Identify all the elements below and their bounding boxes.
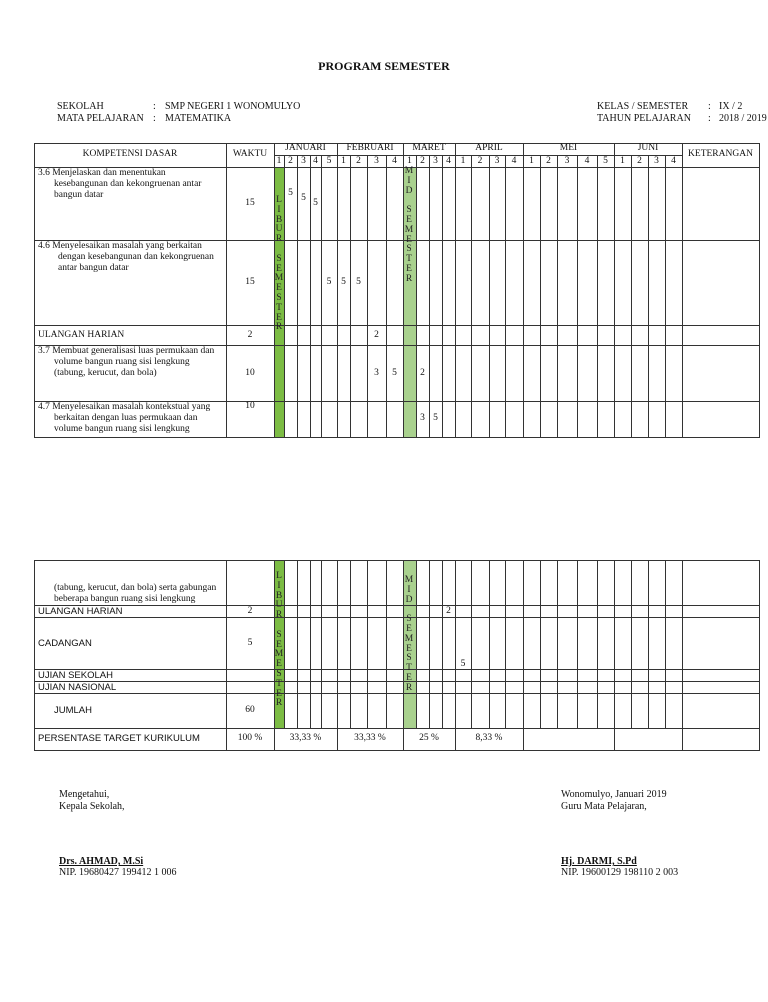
table-border-right bbox=[759, 560, 760, 751]
page-title: PROGRAM SEMESTER bbox=[318, 59, 450, 73]
kd-text: 4.7 Menyelesaikan masalah kontekstual yang bbox=[38, 402, 211, 412]
week-value: 5 bbox=[460, 659, 466, 669]
kd-text: ULANGAN HARIAN bbox=[38, 330, 125, 340]
week-line bbox=[455, 155, 456, 437]
week-number: 4 bbox=[446, 156, 451, 166]
week-number: 3 bbox=[433, 156, 438, 166]
percent-col-line bbox=[614, 728, 615, 750]
kd-text: beberapa bangun ruang sisi lengkung bbox=[54, 594, 196, 604]
week-number: 3 bbox=[301, 156, 306, 166]
week-line bbox=[429, 155, 430, 437]
week-line bbox=[682, 560, 683, 728]
week-line bbox=[577, 155, 578, 437]
table-border-right bbox=[759, 143, 760, 438]
month-header: FEBRUARI bbox=[346, 143, 394, 153]
week-number: 1 bbox=[407, 156, 412, 166]
kd-text: (tabung, kerucut, dan bola) bbox=[54, 368, 157, 378]
colon: : bbox=[708, 113, 711, 124]
week-line bbox=[523, 155, 524, 437]
row-line bbox=[34, 325, 759, 326]
kd-header: KOMPETENSI DASAR bbox=[82, 149, 178, 159]
row-line bbox=[34, 728, 759, 729]
week-value: 5 bbox=[288, 188, 293, 198]
kepala-nip: NIP. 19680427 199412 1 006 bbox=[59, 867, 177, 878]
week-line bbox=[631, 155, 632, 437]
week-line bbox=[310, 560, 311, 728]
sekolah-value: SMP NEGERI 1 WONOMULYO bbox=[165, 101, 301, 112]
waktu-value: 5 bbox=[247, 638, 253, 648]
week-number: 3 bbox=[654, 156, 659, 166]
week-number: 5 bbox=[603, 156, 608, 166]
week-number: 3 bbox=[564, 156, 570, 166]
week-value: 5 bbox=[392, 368, 397, 378]
week-line bbox=[577, 560, 578, 728]
month-header: MARET bbox=[412, 143, 446, 153]
week-line bbox=[416, 560, 417, 728]
month-header: MEI bbox=[559, 143, 578, 153]
week-line bbox=[682, 155, 683, 437]
ulangan-label: ULANGAN HARIAN bbox=[38, 606, 123, 617]
kepala-sekolah: Kepala Sekolah, bbox=[59, 801, 125, 812]
week-number: 4 bbox=[584, 156, 590, 166]
persen-total: 100 % bbox=[237, 733, 263, 743]
week-value: 5 bbox=[301, 193, 306, 203]
guru-nip: NIP. 19600129 198110 2 003 bbox=[561, 867, 679, 878]
week-line bbox=[540, 560, 541, 728]
week-line bbox=[523, 560, 524, 728]
jumlah-label: JUMLAH bbox=[54, 705, 93, 716]
week-line bbox=[614, 155, 615, 437]
kepala-name: Drs. AHMAD, M.Si bbox=[59, 856, 144, 867]
week-line bbox=[648, 560, 649, 728]
kd-text: berkaitan dengan luas permukaan dan bbox=[54, 413, 198, 423]
mid-semester-label: M I D S E M E S T E R bbox=[404, 575, 414, 693]
kd-text: 4.6 Menyelesaikan masalah yang berkaitan bbox=[38, 241, 202, 251]
week-number: 1 bbox=[276, 156, 282, 166]
week-line bbox=[321, 155, 322, 437]
table-border-bottom bbox=[34, 750, 759, 751]
kelas-value: IX / 2 bbox=[719, 101, 743, 112]
month-header: JANUARI bbox=[285, 143, 326, 153]
week-value: 5 bbox=[313, 198, 318, 208]
week-number: 1 bbox=[341, 156, 346, 166]
kd-text: dengan kesebangunan dan kekongruenan bbox=[58, 252, 214, 262]
row-line bbox=[34, 617, 759, 618]
week-line bbox=[557, 155, 558, 437]
table-border-left bbox=[34, 143, 35, 437]
week-line bbox=[297, 560, 298, 728]
colon: : bbox=[153, 113, 156, 124]
week-line bbox=[489, 155, 490, 437]
table-border-top bbox=[34, 560, 759, 561]
week-line bbox=[505, 560, 506, 728]
week-number: 4 bbox=[392, 156, 397, 166]
persentase-label: PERSENTASE TARGET KURIKULUM bbox=[38, 733, 200, 744]
persen-februari: 33,33 % bbox=[354, 733, 386, 743]
kd-text: kesebangunan dan kekongruenan antar bbox=[54, 179, 202, 189]
week-number: 3 bbox=[494, 156, 500, 166]
week-line bbox=[489, 560, 490, 728]
week-line bbox=[350, 155, 351, 437]
week-line bbox=[442, 560, 443, 728]
week-number: 1 bbox=[529, 156, 534, 166]
week-value: 5 bbox=[341, 277, 346, 287]
week-number: 4 bbox=[511, 156, 517, 166]
waktu-value: 15 bbox=[245, 277, 255, 287]
week-number: 2 bbox=[420, 156, 425, 166]
mapel-label: MATA PELAJARAN bbox=[57, 113, 144, 124]
place-date: Wonomulyo, Januari 2019 bbox=[561, 789, 667, 800]
row-line bbox=[34, 669, 759, 670]
cadangan-label: CADANGAN bbox=[38, 638, 92, 649]
waktu-value: 15 bbox=[245, 198, 255, 208]
month-header: JUNI bbox=[637, 143, 659, 153]
week-number: 4 bbox=[313, 156, 318, 166]
week-line bbox=[471, 560, 472, 728]
table-border-left bbox=[34, 560, 35, 750]
persen-januari: 33,33 % bbox=[289, 733, 322, 743]
waktu-value: 10 bbox=[245, 368, 255, 378]
colon: : bbox=[153, 101, 156, 112]
kd-text: bangun datar bbox=[54, 190, 104, 200]
week-value: 3 bbox=[374, 368, 379, 378]
colon: : bbox=[708, 101, 711, 112]
table-border-bottom bbox=[34, 437, 759, 438]
persen-maret: 25 % bbox=[419, 733, 439, 743]
week-line bbox=[386, 155, 387, 437]
libur-semester-label: L I B U R S E M E S T E R bbox=[274, 571, 284, 709]
week-value: 2 bbox=[420, 368, 425, 378]
tahun-label: TAHUN PELAJARAN bbox=[597, 113, 691, 124]
sekolah-label: SEKOLAH bbox=[57, 101, 104, 112]
week-value: 5 bbox=[433, 413, 438, 423]
week-line bbox=[455, 560, 456, 728]
row-line bbox=[34, 681, 759, 682]
week-line bbox=[284, 560, 285, 728]
week-number: 2 bbox=[546, 156, 551, 166]
week-line bbox=[665, 560, 666, 728]
week-value: 2 bbox=[446, 606, 451, 616]
week-number: 3 bbox=[374, 156, 379, 166]
week-number: 5 bbox=[326, 156, 332, 166]
week-line bbox=[597, 560, 598, 728]
week-number: 2 bbox=[288, 156, 293, 166]
kd-text: 3.6 Menjelaskan dan menentukan bbox=[38, 168, 166, 178]
col-line bbox=[226, 143, 227, 437]
waktu-header: WAKTU bbox=[232, 149, 268, 159]
kd-text: antar bangun datar bbox=[58, 263, 129, 273]
kelas-label: KELAS / SEMESTER bbox=[597, 101, 689, 112]
week-line bbox=[416, 155, 417, 437]
guru-name: Hj. DARMI, S.Pd bbox=[561, 856, 637, 867]
ujian-nasional-label: UJIAN NASIONAL bbox=[38, 682, 117, 693]
week-value: 5 bbox=[326, 277, 332, 287]
week-number: 4 bbox=[671, 156, 676, 166]
month-header: APRIL bbox=[475, 143, 503, 153]
week-number: 2 bbox=[356, 156, 361, 166]
row-line bbox=[34, 693, 759, 694]
week-line bbox=[540, 155, 541, 437]
mapel-value: MATEMATIKA bbox=[165, 113, 232, 124]
week-line bbox=[557, 560, 558, 728]
week-line bbox=[442, 155, 443, 437]
week-line bbox=[350, 560, 351, 728]
row-line bbox=[34, 605, 759, 606]
mengetahui: Mengetahui, bbox=[59, 789, 110, 800]
waktu-value: 2 bbox=[247, 330, 253, 340]
week-line bbox=[505, 155, 506, 437]
kd-text: volume bangun ruang sisi lengkung bbox=[54, 357, 190, 367]
week-line bbox=[648, 155, 649, 437]
week-number: 2 bbox=[637, 156, 642, 166]
waktu-value: 2 bbox=[247, 606, 253, 616]
kd-text: 3.7 Membuat generalisasi luas permukaan dan bbox=[38, 346, 215, 356]
week-line bbox=[429, 560, 430, 728]
keterangan-header: KETERANGAN bbox=[688, 149, 753, 159]
percent-col-line bbox=[523, 728, 524, 750]
week-line bbox=[471, 155, 472, 437]
week-value: 5 bbox=[356, 277, 361, 287]
week-line bbox=[337, 560, 338, 728]
week-line bbox=[337, 155, 338, 437]
libur-semester-label: L I B U R S E M E S T E R bbox=[274, 195, 284, 333]
week-value: 3 bbox=[420, 413, 425, 423]
week-number: 1 bbox=[620, 156, 625, 166]
guru-mapel: Guru Mata Pelajaran, bbox=[561, 801, 647, 812]
week-value: 2 bbox=[374, 330, 379, 340]
week-line bbox=[367, 560, 368, 728]
week-line bbox=[631, 560, 632, 728]
tahun-value: 2018 / 2019 bbox=[719, 113, 767, 124]
jumlah-value: 60 bbox=[245, 705, 255, 715]
ujian-sekolah-label: UJIAN SEKOLAH bbox=[38, 670, 113, 681]
mid-semester-label: M I D S E M E S T E R bbox=[404, 166, 414, 284]
kd-text: volume bangun ruang sisi lengkung bbox=[54, 424, 190, 434]
week-number: 2 bbox=[477, 156, 483, 166]
week-number: 1 bbox=[460, 156, 466, 166]
week-line bbox=[665, 155, 666, 437]
week-line bbox=[321, 560, 322, 728]
waktu-value: 10 bbox=[245, 401, 255, 411]
week-line bbox=[597, 155, 598, 437]
persen-april: 8,33 % bbox=[475, 733, 503, 743]
week-line bbox=[614, 560, 615, 728]
kd-text: (tabung, kerucut, dan bola) serta gabungan bbox=[54, 583, 217, 593]
week-line bbox=[367, 155, 368, 437]
week-line bbox=[386, 560, 387, 728]
